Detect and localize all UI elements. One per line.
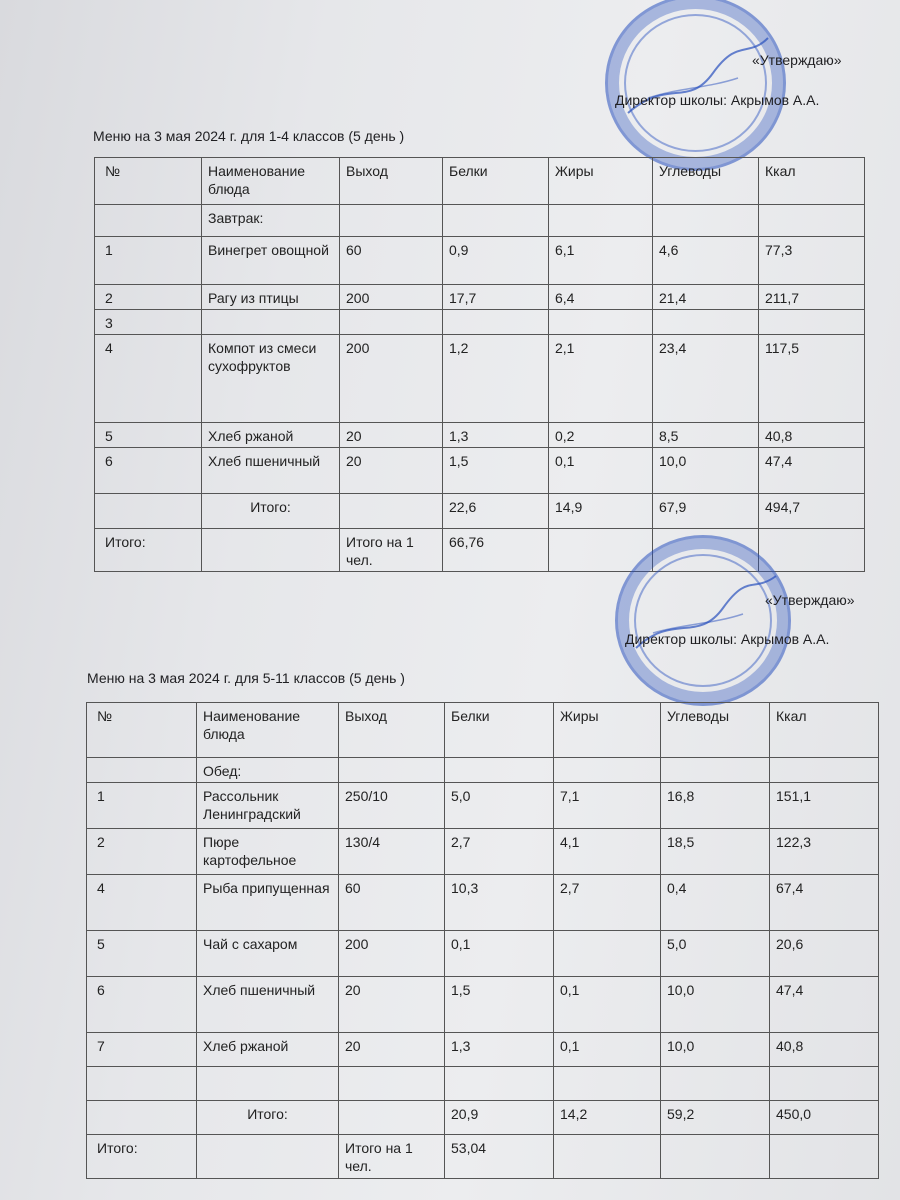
table-cell: 0,2 (549, 423, 653, 448)
table-cell: 20 (339, 977, 445, 1033)
table-cell: 67,4 (770, 875, 879, 931)
table-cell: 53,04 (445, 1135, 554, 1179)
table-cell (554, 931, 661, 977)
table-cell: 3 (95, 310, 202, 335)
table-cell: Обед: (197, 758, 339, 783)
table-cell: 1,5 (445, 977, 554, 1033)
section-row (87, 758, 879, 783)
table-row (87, 1033, 879, 1067)
table-cell: Белки (445, 703, 554, 758)
table-cell: 1,3 (443, 423, 549, 448)
table-cell: Жиры (554, 703, 661, 758)
table-cell: 4,1 (554, 829, 661, 875)
director-label-bottom: Директор школы: Акрымов А.А. (625, 631, 830, 647)
table-row (87, 1067, 879, 1101)
table-cell: 0,1 (549, 448, 653, 494)
table-cell: 60 (339, 875, 445, 931)
table-cell: Хлеб пшеничный (202, 448, 340, 494)
table-cell: 67,9 (653, 494, 759, 529)
table-row (87, 931, 879, 977)
table-cell: Выход (340, 158, 443, 205)
table-cell: Хлеб ржаной (197, 1033, 339, 1067)
table-cell: 2 (87, 829, 197, 875)
table-cell: Компот из смеси сухофруктов (202, 335, 340, 423)
table-cell: 5 (87, 931, 197, 977)
table-cell: 21,4 (653, 285, 759, 310)
table-row (87, 829, 879, 875)
table-cell: 6,1 (549, 237, 653, 285)
table-cell: 66,76 (443, 529, 549, 572)
table-row (95, 423, 865, 448)
table-cell: 22,6 (443, 494, 549, 529)
table-cell (759, 205, 865, 237)
table-cell (770, 1067, 879, 1101)
table-cell: 40,8 (770, 1033, 879, 1067)
table-cell: Пюре картофельное (197, 829, 339, 875)
table-cell: Итого на 1 чел. (339, 1135, 445, 1179)
table-cell (339, 1101, 445, 1135)
table-cell: Хлеб ржаной (202, 423, 340, 448)
table-cell (653, 205, 759, 237)
table-cell (653, 310, 759, 335)
table-cell: 23,4 (653, 335, 759, 423)
table-cell (87, 1067, 197, 1101)
menu-table-top (94, 157, 865, 572)
table-cell (759, 310, 865, 335)
table-cell: Завтрак: (202, 205, 340, 237)
table-cell (445, 1067, 554, 1101)
table-cell (202, 529, 340, 572)
table-cell (339, 758, 445, 783)
table-cell: 1,5 (443, 448, 549, 494)
table-cell: 20,6 (770, 931, 879, 977)
table-cell: 20 (339, 1033, 445, 1067)
table-cell: 151,1 (770, 783, 879, 829)
table-cell (554, 1067, 661, 1101)
table-cell (339, 1067, 445, 1101)
subtotal-row (87, 1101, 879, 1135)
table-cell: 59,2 (661, 1101, 770, 1135)
table-cell: 0,1 (554, 977, 661, 1033)
table-cell: 1 (87, 783, 197, 829)
table-cell (197, 1067, 339, 1101)
table-cell (661, 758, 770, 783)
table-cell: 4 (95, 335, 202, 423)
table-cell (202, 310, 340, 335)
director-label-top: Директор школы: Акрымов А.А. (615, 92, 820, 108)
table-cell: 20,9 (445, 1101, 554, 1135)
subtotal-row (95, 494, 865, 529)
table-cell: Рассольник Ленинградский (197, 783, 339, 829)
table-cell: 2,7 (445, 829, 554, 875)
table-cell: 122,3 (770, 829, 879, 875)
table-cell: 17,7 (443, 285, 549, 310)
official-stamp-top (605, 0, 786, 171)
table-cell (549, 310, 653, 335)
table-cell: Белки (443, 158, 549, 205)
table-cell (87, 1101, 197, 1135)
table-cell: 16,8 (661, 783, 770, 829)
table-row (87, 875, 879, 931)
table-cell: 6 (87, 977, 197, 1033)
table-cell: 18,5 (661, 829, 770, 875)
table-row (95, 237, 865, 285)
table-cell: Выход (339, 703, 445, 758)
table-cell: 2,7 (554, 875, 661, 931)
table-cell: 130/4 (339, 829, 445, 875)
table-cell: Углеводы (661, 703, 770, 758)
table-cell (443, 310, 549, 335)
table-cell (95, 494, 202, 529)
table-cell: Итого на 1 чел. (340, 529, 443, 572)
table-cell: 10,0 (661, 1033, 770, 1067)
table-cell (87, 758, 197, 783)
menu-table-bottom (86, 702, 879, 1179)
table-cell: 494,7 (759, 494, 865, 529)
table-cell: 10,3 (445, 875, 554, 931)
menu-title-top: Меню на 3 мая 2024 г. для 1-4 классов (5 день ) (93, 128, 405, 144)
section-row (95, 205, 865, 237)
table-cell: № (87, 703, 197, 758)
table-cell: Наименование блюда (197, 703, 339, 758)
table-cell: 47,4 (759, 448, 865, 494)
table-cell (661, 1135, 770, 1179)
official-stamp-bottom (615, 535, 791, 706)
table-cell: 10,0 (653, 448, 759, 494)
table-cell: Наименование блюда (202, 158, 340, 205)
table-cell: 6 (95, 448, 202, 494)
table-cell: 7,1 (554, 783, 661, 829)
table-cell: 2,1 (549, 335, 653, 423)
table-cell: Итого: (95, 529, 202, 572)
table-cell: 5 (95, 423, 202, 448)
table-header-row (87, 703, 879, 758)
table-row (95, 335, 865, 423)
table-row (95, 285, 865, 310)
table-cell: 4 (87, 875, 197, 931)
table-cell: Итого: (87, 1135, 197, 1179)
table-cell: 20 (340, 448, 443, 494)
table-row (95, 448, 865, 494)
table-cell (661, 1067, 770, 1101)
table-cell: 200 (340, 335, 443, 423)
table-cell: 20 (340, 423, 443, 448)
table-cell: 1,3 (445, 1033, 554, 1067)
table-cell: Ккал (770, 703, 879, 758)
table-cell: 14,2 (554, 1101, 661, 1135)
table-row (87, 977, 879, 1033)
table-cell: 0,1 (445, 931, 554, 977)
table-cell: Винегрет овощной (202, 237, 340, 285)
table-cell: 4,6 (653, 237, 759, 285)
table-cell: Ккал (759, 158, 865, 205)
table-cell (197, 1135, 339, 1179)
table-cell (445, 758, 554, 783)
table-cell: Хлеб пшеничный (197, 977, 339, 1033)
table-cell (340, 205, 443, 237)
table-cell: Углеводы (653, 158, 759, 205)
table-cell (549, 205, 653, 237)
table-cell: 40,8 (759, 423, 865, 448)
table-cell: 117,5 (759, 335, 865, 423)
table-cell: 0,1 (554, 1033, 661, 1067)
table-cell: Рагу из птицы (202, 285, 340, 310)
table-cell (340, 310, 443, 335)
table-cell: 0,9 (443, 237, 549, 285)
table-cell: 200 (340, 285, 443, 310)
table-cell: 60 (340, 237, 443, 285)
table-cell: Итого: (202, 494, 340, 529)
approve-label-bottom: «Утверждаю» (765, 592, 855, 608)
table-cell: Жиры (549, 158, 653, 205)
menu-title-bottom: Меню на 3 мая 2024 г. для 5-11 классов (5 день ) (87, 670, 405, 686)
table-cell: Чай с сахаром (197, 931, 339, 977)
table-cell: 1 (95, 237, 202, 285)
table-cell: № (95, 158, 202, 205)
table-cell (770, 758, 879, 783)
table-cell: 450,0 (770, 1101, 879, 1135)
table-cell: 5,0 (445, 783, 554, 829)
table-cell: 250/10 (339, 783, 445, 829)
table-cell: 7 (87, 1033, 197, 1067)
table-header-row (95, 158, 865, 205)
table-cell: 211,7 (759, 285, 865, 310)
table-cell: 1,2 (443, 335, 549, 423)
table-cell: 6,4 (549, 285, 653, 310)
table-cell (770, 1135, 879, 1179)
table-cell (554, 1135, 661, 1179)
table-cell (340, 494, 443, 529)
table-cell: 77,3 (759, 237, 865, 285)
table-cell: 14,9 (549, 494, 653, 529)
table-cell: 5,0 (661, 931, 770, 977)
table-cell (554, 758, 661, 783)
table-cell: 200 (339, 931, 445, 977)
approve-label-top: «Утверждаю» (752, 52, 842, 68)
table-cell: Итого: (197, 1101, 339, 1135)
total-row (87, 1135, 879, 1179)
table-cell: 2 (95, 285, 202, 310)
table-cell: 10,0 (661, 977, 770, 1033)
table-cell (443, 205, 549, 237)
table-cell: Рыба припущенная (197, 875, 339, 931)
table-row (95, 310, 865, 335)
table-row (87, 783, 879, 829)
table-cell: 47,4 (770, 977, 879, 1033)
table-cell: 8,5 (653, 423, 759, 448)
table-cell: 0,4 (661, 875, 770, 931)
table-cell (95, 205, 202, 237)
